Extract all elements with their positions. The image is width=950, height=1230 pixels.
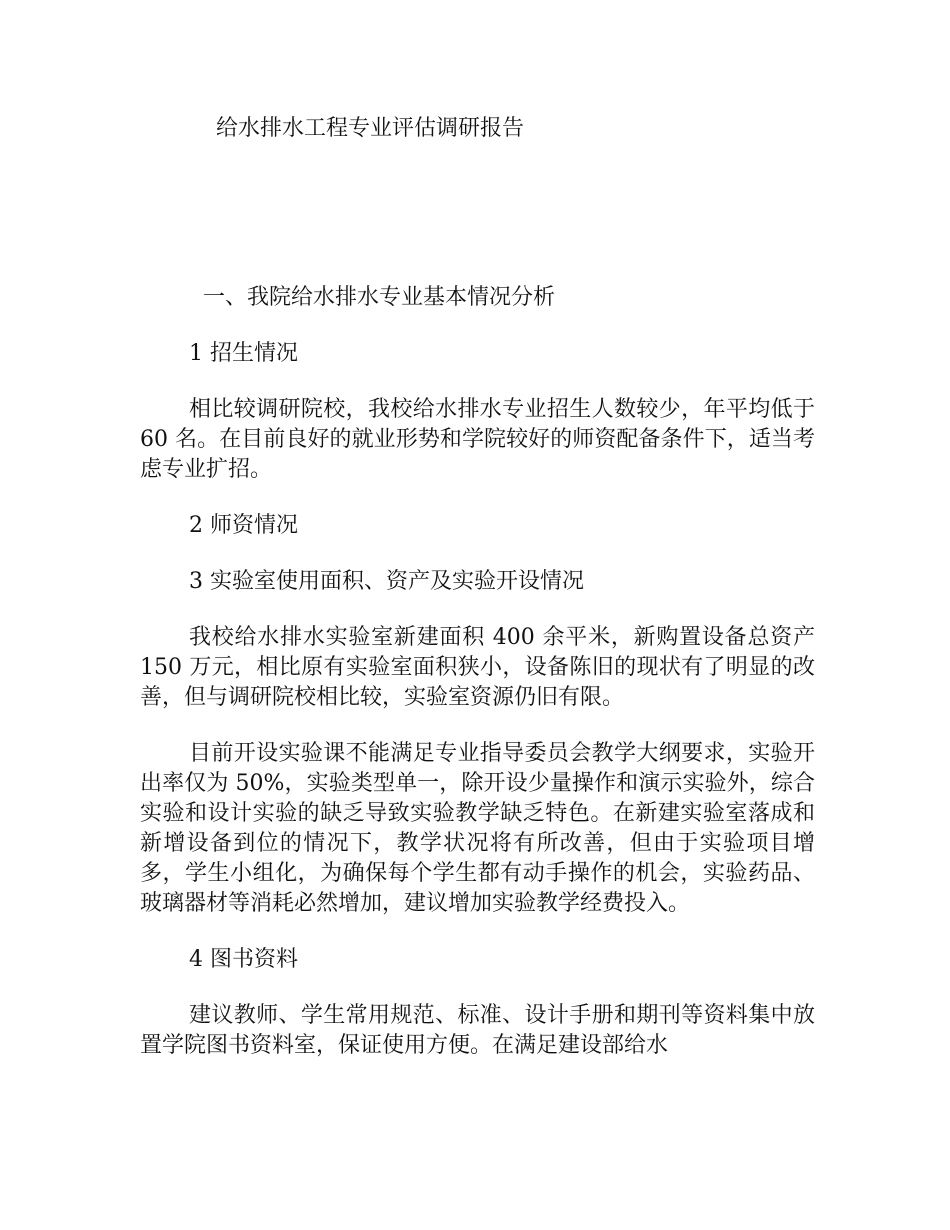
- subheading-faculty: 2 师资情况: [189, 513, 298, 538]
- paragraph-laboratory-courses: 目前开设实验课不能满足专业指导委员会教学大纲要求，实验开出率仅为 50%，实验类型单一，除开设少量操作和演示实验外，综合实验和设计实验的缺乏导致实验教学缺乏特色。在新建实验室落成和新增设备到位的情况下，教学状况将有所改善，但由于实验项目增多，学生小组化，为确保每个学生都有动手操作的机会，实验药品、玻璃器材等消耗必然增加，建议增加实验教学经费投入。: [140, 741, 815, 916]
- document-body: [140, 339, 815, 1087]
- section-heading: 一、我院给水排水专业基本情况分析: [203, 285, 556, 310]
- subheading-library: 4 图书资料: [189, 947, 298, 972]
- subheading-laboratory: 3 实验室使用面积、资产及实验开设情况: [189, 569, 584, 594]
- paragraph-laboratory-area: 我校给水排水实验室新建面积 400 余平米，新购置设备总资产 150 万元，相比原有实验室面积狭小，设备陈旧的现状有了明显的改善，但与调研院校相比较，实验室资源仍旧有限。: [140, 625, 815, 710]
- paragraph-library: 建议教师、学生常用规范、标准、设计手册和期刊等资料集中放置学院图书资料室，保证使用方便。在满足建设部给水: [140, 1003, 815, 1058]
- subheading-enrollment: 1 招生情况: [189, 341, 298, 366]
- paragraph-enrollment: 相比较调研院校，我校给水排水专业招生人数较少，年平均低于 60 名。在目前良好的就业形势和学院较好的师资配备条件下，适当考虑专业扩招。: [140, 397, 815, 482]
- document-title: 给水排水工程专业评估调研报告: [216, 116, 525, 141]
